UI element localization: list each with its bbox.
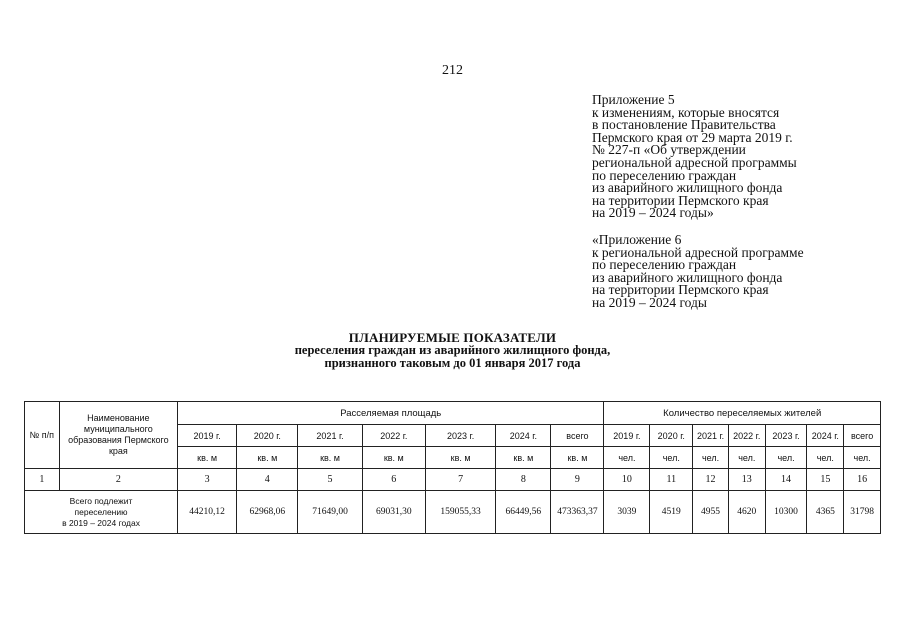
appendix-6-line: на территории Пермского края [592, 282, 769, 298]
column-number-cell: 12 [693, 469, 729, 491]
column-number-cell: 14 [765, 469, 807, 491]
appendix-5-line: из аварийного жилищного фонда [592, 180, 783, 196]
residents-value-cell: 4955 [693, 491, 729, 534]
area-unit-header: кв. м [178, 447, 237, 469]
appendix-6-line: к региональной адресной программе [592, 244, 804, 260]
appendix-5-line: Пермского края от 29 марта 2019 г. [592, 129, 793, 145]
area-unit-header: кв. м [551, 447, 604, 469]
area-unit-header: кв. м [496, 447, 551, 469]
residents-year-header: 2023 г. [765, 425, 807, 447]
appendix-6-line: на 2019 – 2024 годы [592, 294, 707, 310]
area-value-cell: 159055,33 [425, 491, 495, 534]
residents-year-header: 2019 г. [604, 425, 650, 447]
area-year-header: всего [551, 425, 604, 447]
area-year-header: 2024 г. [496, 425, 551, 447]
total-row-label-line: в 2019 – 2024 годах [62, 517, 140, 528]
column-number-cell: 2 [59, 469, 177, 491]
residents-year-header: 2020 г. [650, 425, 693, 447]
appendix-5-line: Приложение 5 [592, 92, 675, 107]
column-number-cell: 7 [425, 469, 495, 491]
column-number-cell: 10 [604, 469, 650, 491]
residents-year-header: 2022 г. [728, 425, 765, 447]
area-value-cell: 44210,12 [178, 491, 237, 534]
total-row-label-line: переселению [74, 506, 128, 517]
residents-unit-header: чел. [604, 447, 650, 469]
column-number-cell: 5 [298, 469, 362, 491]
column-number-cell: 16 [844, 469, 881, 491]
area-value-cell: 71649,00 [298, 491, 362, 534]
area-unit-header: кв. м [298, 447, 362, 469]
residents-unit-header: чел. [650, 447, 693, 469]
area-unit-header: кв. м [425, 447, 495, 469]
area-value-cell: 62968,06 [237, 491, 298, 534]
residents-unit-header: чел. [728, 447, 765, 469]
residents-year-header: 2024 г. [807, 425, 844, 447]
total-row-label-line: Всего подлежит [69, 495, 133, 506]
appendix-5-line: в постановление Правительства [592, 117, 776, 133]
document-subtitle-line-2: признанного таковым до 01 января 2017 года [324, 356, 581, 370]
appendix-5-line: № 227-п «Об утверждении [592, 142, 746, 158]
area-unit-header: кв. м [237, 447, 298, 469]
appendix-5-line: на территории Пермского края [592, 192, 769, 208]
column-header-number: № п/п [25, 402, 60, 469]
area-year-header: 2019 г. [178, 425, 237, 447]
appendix-5-line: на 2019 – 2024 годы» [592, 205, 714, 221]
residents-year-header: всего [844, 425, 881, 447]
residents-value-cell: 10300 [765, 491, 807, 534]
column-header-municipality: Наименование муниципального образования Пермского края [59, 402, 177, 469]
total-row-label [25, 491, 178, 534]
residents-unit-header: чел. [807, 447, 844, 469]
column-number-cell: 4 [237, 469, 298, 491]
column-number-cell: 13 [728, 469, 765, 491]
area-year-header: 2023 г. [425, 425, 495, 447]
appendix-5-line: к изменениям, которые вносятся [592, 104, 780, 120]
residents-value-cell: 4519 [650, 491, 693, 534]
document-title: ПЛАНИРУЕМЫЕ ПОКАЗАТЕЛИ [348, 330, 557, 345]
appendix-5-note [592, 94, 797, 220]
area-value-cell: 69031,30 [362, 491, 425, 534]
page-number: 212 [442, 63, 463, 78]
group-header-residents: Количество переселяемых жителей [604, 402, 881, 425]
area-unit-header: кв. м [362, 447, 425, 469]
document-subtitle-line-1: переселения граждан из аварийного жилищного фонда, [294, 343, 611, 357]
appendix-5-line: региональной адресной программы [592, 154, 797, 170]
appendix-6-note [592, 234, 804, 310]
residents-unit-header: чел. [765, 447, 807, 469]
residents-year-header: 2021 г. [693, 425, 729, 447]
residents-value-cell: 31798 [844, 491, 881, 534]
column-number-cell: 3 [178, 469, 237, 491]
area-year-header: 2021 г. [298, 425, 362, 447]
column-number-cell: 11 [650, 469, 693, 491]
column-number-cell: 1 [25, 469, 60, 491]
group-header-area: Расселяемая площадь [178, 402, 604, 425]
residents-value-cell: 4365 [807, 491, 844, 534]
area-value-cell: 473363,37 [551, 491, 604, 534]
area-year-header: 2020 г. [237, 425, 298, 447]
appendix-6-line: «Приложение 6 [592, 232, 682, 247]
appendix-6-line: из аварийного жилищного фонда [592, 269, 783, 285]
appendix-6-line: по переселению граждан [592, 257, 737, 273]
column-number-cell: 6 [362, 469, 425, 491]
residents-unit-header: чел. [844, 447, 881, 469]
residents-value-cell: 4620 [728, 491, 765, 534]
resettlement-indicators-table [24, 401, 881, 534]
table-row-total [25, 491, 881, 534]
residents-value-cell: 3039 [604, 491, 650, 534]
residents-unit-header: чел. [693, 447, 729, 469]
column-number-cell: 9 [551, 469, 604, 491]
column-number-cell: 8 [496, 469, 551, 491]
appendix-5-line: по переселению граждан [592, 167, 737, 183]
area-year-header: 2022 г. [362, 425, 425, 447]
area-value-cell: 66449,56 [496, 491, 551, 534]
column-number-cell: 15 [807, 469, 844, 491]
